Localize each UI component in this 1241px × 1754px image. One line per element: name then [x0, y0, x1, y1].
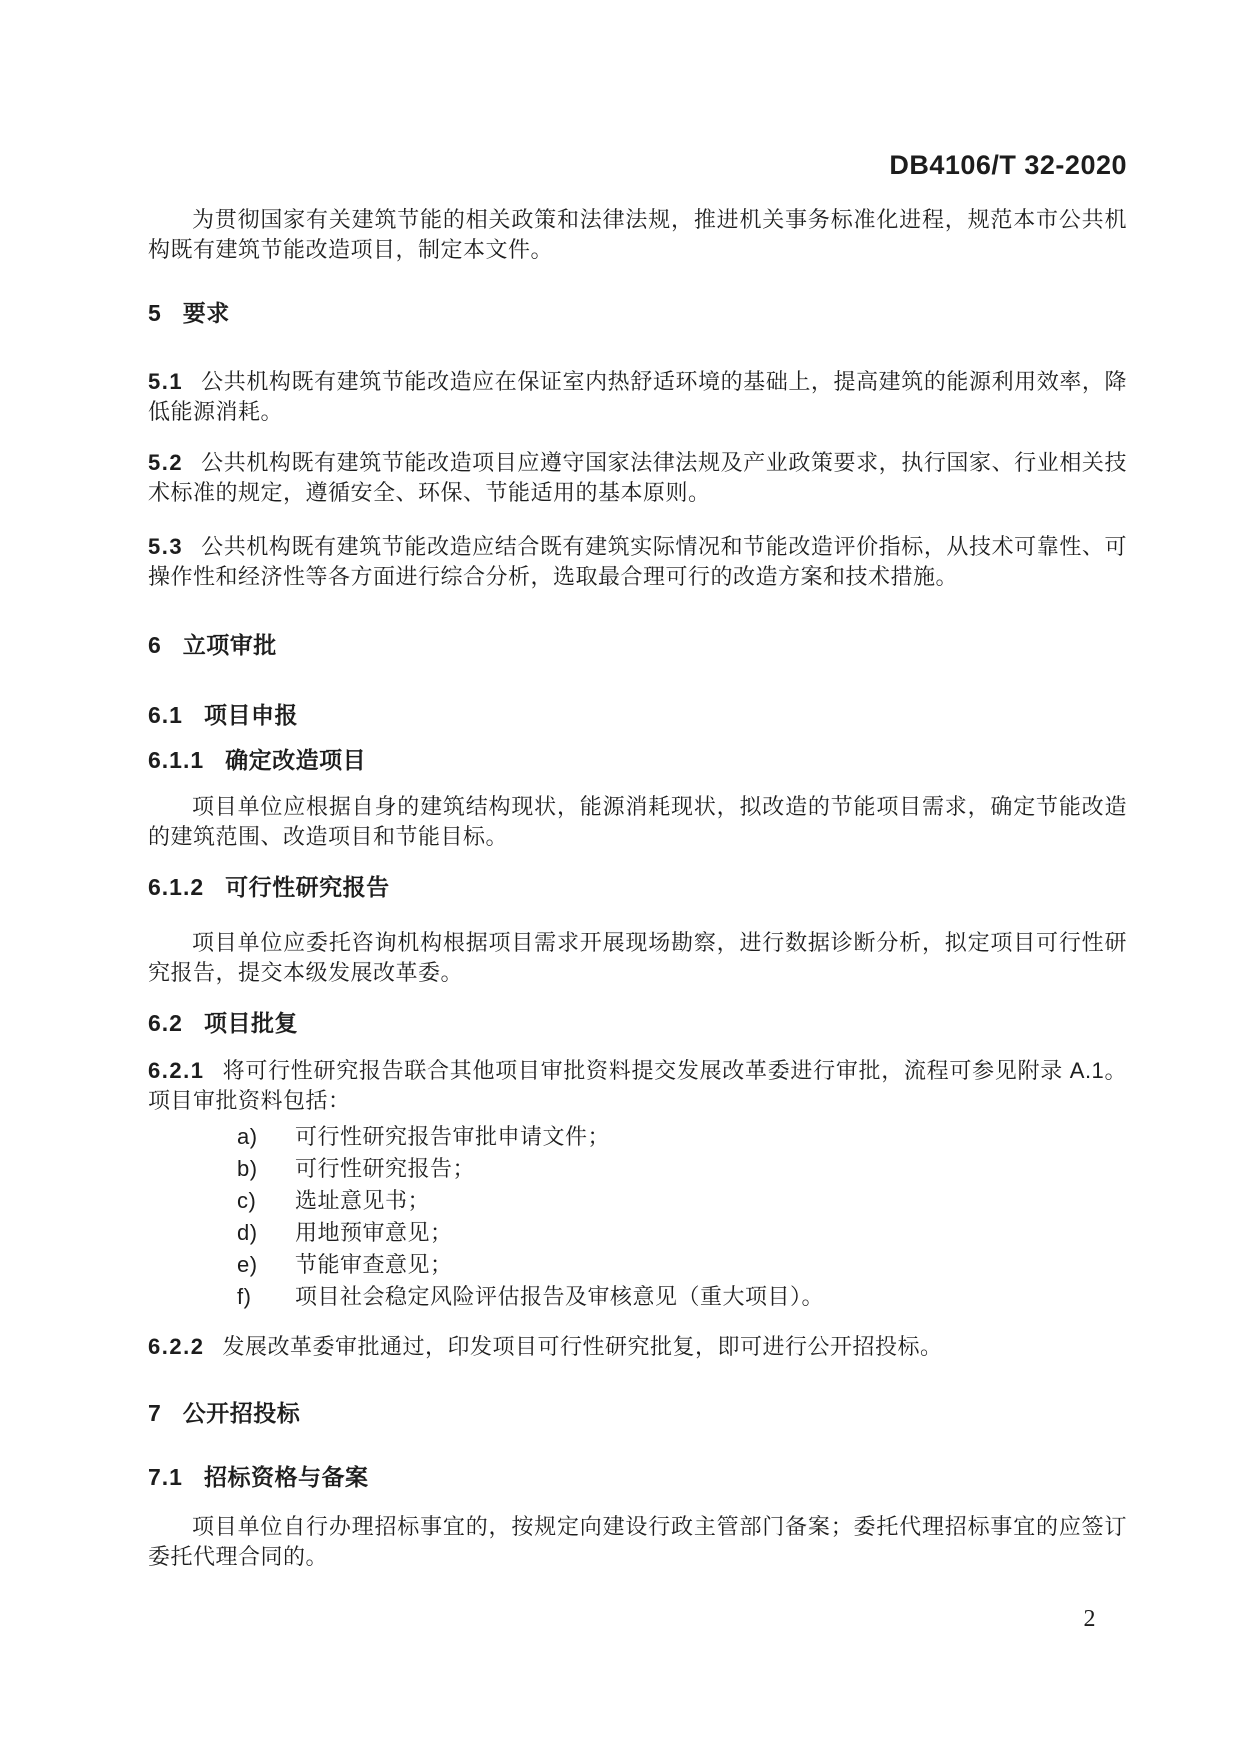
list-item-c: [148, 1186, 1127, 1216]
list-item-d-marker: d): [237, 1220, 258, 1245]
section-5-heading: [148, 298, 1127, 328]
page-number: 2: [1083, 1606, 1096, 1632]
clause-6-1-2-body: 项目单位应委托咨询机构根据项目需求开展现场勘察，进行数据诊断分析，拟定项目可行性研究报告，提交本级发展改革委。: [148, 930, 1127, 985]
clause-5-2: [148, 448, 1127, 508]
section-5-number: 5: [148, 300, 162, 326]
section-6-1-1-title: 确定改造项目: [225, 747, 367, 773]
list-item-a-marker: a): [237, 1124, 258, 1149]
standard-code: DB4106/T 32-2020: [889, 150, 1127, 180]
clause-5-2-text: 公共机构既有建筑节能改造项目应遵守国家法律法规及产业政策要求，执行国家、行业相关技术标准的规定，遵循安全、环保、节能适用的基本原则。: [148, 450, 1127, 505]
clause-5-1: [148, 367, 1127, 427]
section-6-1-number: 6.1: [148, 702, 183, 728]
clause-5-3-number: 5.3: [148, 534, 184, 559]
section-7-1-number: 7.1: [148, 1464, 183, 1490]
section-6-1-1-number: 6.1.1: [148, 747, 205, 773]
clause-5-2-number: 5.2: [148, 450, 184, 475]
section-7-title: 公开招投标: [182, 1400, 301, 1426]
approval-materials-list: [148, 1122, 1127, 1312]
section-6-2-number: 6.2: [148, 1010, 183, 1036]
clause-6-2-1: [148, 1056, 1127, 1116]
list-item-e-marker: e): [237, 1252, 258, 1277]
section-7-1-title: 招标资格与备案: [203, 1464, 369, 1490]
list-item-c-marker: c): [237, 1188, 257, 1213]
list-item-b-text: 可行性研究报告；: [295, 1156, 476, 1181]
list-item-a: [148, 1122, 1127, 1152]
section-6-1-2-title: 可行性研究报告: [225, 874, 390, 900]
clause-6-2-1-number: 6.2.1: [148, 1058, 205, 1083]
section-6-1-1-heading: [148, 745, 1127, 775]
section-7-1-heading: [148, 1462, 1127, 1492]
clause-6-2-2: [148, 1332, 1127, 1362]
list-item-b: [148, 1154, 1127, 1184]
list-item-f-text: 项目社会稳定风险评估报告及审核意见（重大项目）。: [295, 1284, 825, 1309]
clause-6-2-1-text: 将可行性研究报告联合其他项目审批资料提交发展改革委进行审批，流程可参见附录 A.1。项目审批资料包括：: [148, 1058, 1127, 1113]
clause-6-1-1-body: 项目单位应根据自身的建筑结构现状，能源消耗现状，拟改造的节能项目需求，确定节能改造的建筑范围、改造项目和节能目标。: [148, 794, 1127, 849]
section-6-2-heading: [148, 1008, 1127, 1038]
list-item-e-text: 节能审查意见；: [295, 1252, 453, 1277]
list-item-d: [148, 1218, 1127, 1248]
section-6-2-title: 项目批复: [203, 1010, 298, 1036]
list-item-f-marker: f): [237, 1284, 252, 1309]
list-item-d-text: 用地预审意见；: [295, 1220, 453, 1245]
clause-6-2-2-text: 发展改革委审批通过，印发项目可行性研究批复，即可进行公开招投标。: [222, 1334, 943, 1359]
clause-5-3-text: 公共机构既有建筑节能改造应结合既有建筑实际情况和节能改造评价指标，从技术可靠性、可操作性和经济性等各方面进行综合分析，选取最合理可行的改造方案和技术措施。: [148, 534, 1127, 589]
intro-paragraph: 为贯彻国家有关建筑节能的相关政策和法律法规，推进机关事务标准化进程，规范本市公共机构既有建筑节能改造项目，制定本文件。: [148, 207, 1127, 262]
section-7-number: 7: [148, 1400, 162, 1426]
section-6-heading: [148, 630, 1127, 660]
section-6-number: 6: [148, 632, 162, 658]
list-item-b-marker: b): [237, 1156, 258, 1181]
section-6-1-heading: [148, 700, 1127, 730]
clause-7-1-body: 项目单位自行办理招标事宜的，按规定向建设行政主管部门备案；委托代理招标事宜的应签订委托代理合同的。: [148, 1514, 1127, 1569]
clause-5-3: [148, 532, 1127, 592]
section-6-1-2-number: 6.1.2: [148, 874, 205, 900]
clause-5-1-text: 公共机构既有建筑节能改造应在保证室内热舒适环境的基础上，提高建筑的能源利用效率，降低能源消耗。: [148, 369, 1127, 424]
section-6-1-title: 项目申报: [203, 702, 298, 728]
clause-6-2-2-number: 6.2.2: [148, 1334, 205, 1359]
list-item-a-text: 可行性研究报告审批申请文件；: [295, 1124, 611, 1149]
section-6-1-2-heading: [148, 872, 1127, 902]
section-7-heading: [148, 1398, 1127, 1428]
section-5-title: 要求: [182, 300, 230, 326]
list-item-f: [148, 1282, 1127, 1312]
clause-5-1-number: 5.1: [148, 369, 184, 394]
list-item-e: [148, 1250, 1127, 1280]
list-item-c-text: 选址意见书；: [295, 1188, 431, 1213]
section-6-title: 立项审批: [182, 632, 277, 658]
